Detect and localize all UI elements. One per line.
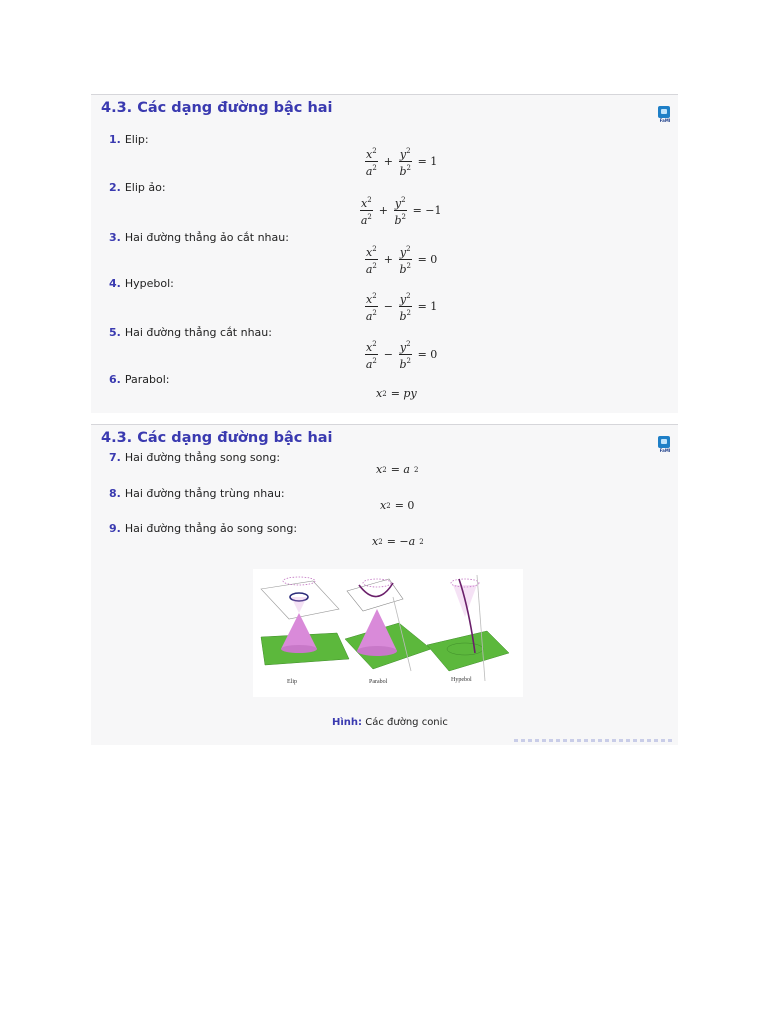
formula-5: $\frac{x^2}{a^2}$ − $\frac{y^2}{b^2}$ = 0 — [365, 340, 438, 371]
item-number: 8. — [109, 487, 121, 500]
slide-2 — [91, 424, 678, 745]
item-number: 6. — [109, 373, 121, 386]
formula-8: x 2 = 0 — [380, 499, 415, 512]
fami-logo-icon — [658, 106, 672, 128]
list-item — [109, 181, 166, 194]
list-item — [109, 277, 174, 290]
figure-label-parabol: Parabol — [369, 679, 388, 685]
formula-6: x 2 = py — [376, 387, 417, 400]
list-item — [109, 133, 149, 146]
item-number: 2. — [109, 181, 121, 194]
item-number: 1. — [109, 133, 121, 146]
formula-9: x 2 = −a 2 — [372, 535, 424, 548]
list-item — [109, 451, 280, 464]
logo-text: FaMI — [659, 118, 671, 123]
logo-text: FaMI — [659, 448, 671, 453]
item-label: Hai đường thẳng cắt nhau: — [124, 326, 272, 339]
item-label: Elip ảo: — [124, 181, 166, 194]
figure-caption — [332, 717, 448, 728]
figure-label-hypebol: Hypebol — [451, 677, 472, 683]
list-item — [109, 373, 169, 386]
list-item — [109, 231, 289, 244]
list-item — [109, 522, 297, 535]
item-label: Elip: — [124, 133, 149, 146]
conic-sections-figure — [253, 569, 523, 697]
formula-2: $\frac{x^2}{a^2}$ + $\frac{y^2}{b^2}$ = −1 — [360, 196, 442, 227]
formula-7: x 2 = a 2 — [376, 463, 419, 476]
fami-logo-icon — [658, 436, 672, 458]
slide-title: 4.3. Các dạng đường bậc hai — [101, 100, 333, 116]
list-item — [109, 326, 272, 339]
item-number: 4. — [109, 277, 121, 290]
item-number: 3. — [109, 231, 121, 244]
figure-label-elip: Elip — [287, 679, 297, 685]
beamer-nav-symbols[interactable] — [514, 739, 674, 742]
caption-label: Hình: — [332, 717, 363, 728]
item-label: Hai đường thẳng trùng nhau: — [124, 487, 285, 500]
slide-1 — [91, 94, 678, 413]
formula-1: $\frac{x^2}{a^2}$ + $\frac{y^2}{b^2}$ = 1 — [365, 147, 438, 178]
item-label: Hai đường thẳng song song: — [124, 451, 281, 464]
item-number: 5. — [109, 326, 121, 339]
item-label: Parabol: — [124, 373, 170, 386]
formula-4: $\frac{x^2}{a^2}$ − $\frac{y^2}{b^2}$ = 1 — [365, 292, 438, 323]
item-label: Hai đường thẳng ảo cắt nhau: — [124, 231, 289, 244]
caption-text: Các đường conic — [365, 717, 448, 728]
item-number: 9. — [109, 522, 121, 535]
slide-title: 4.3. Các dạng đường bậc hai — [101, 430, 333, 446]
formula-3: $\frac{x^2}{a^2}$ + $\frac{y^2}{b^2}$ = 0 — [365, 245, 438, 276]
item-label: Hypebol: — [124, 277, 174, 290]
item-label: Hai đường thẳng ảo song song: — [124, 522, 298, 535]
item-number: 7. — [109, 451, 121, 464]
list-item — [109, 487, 285, 500]
